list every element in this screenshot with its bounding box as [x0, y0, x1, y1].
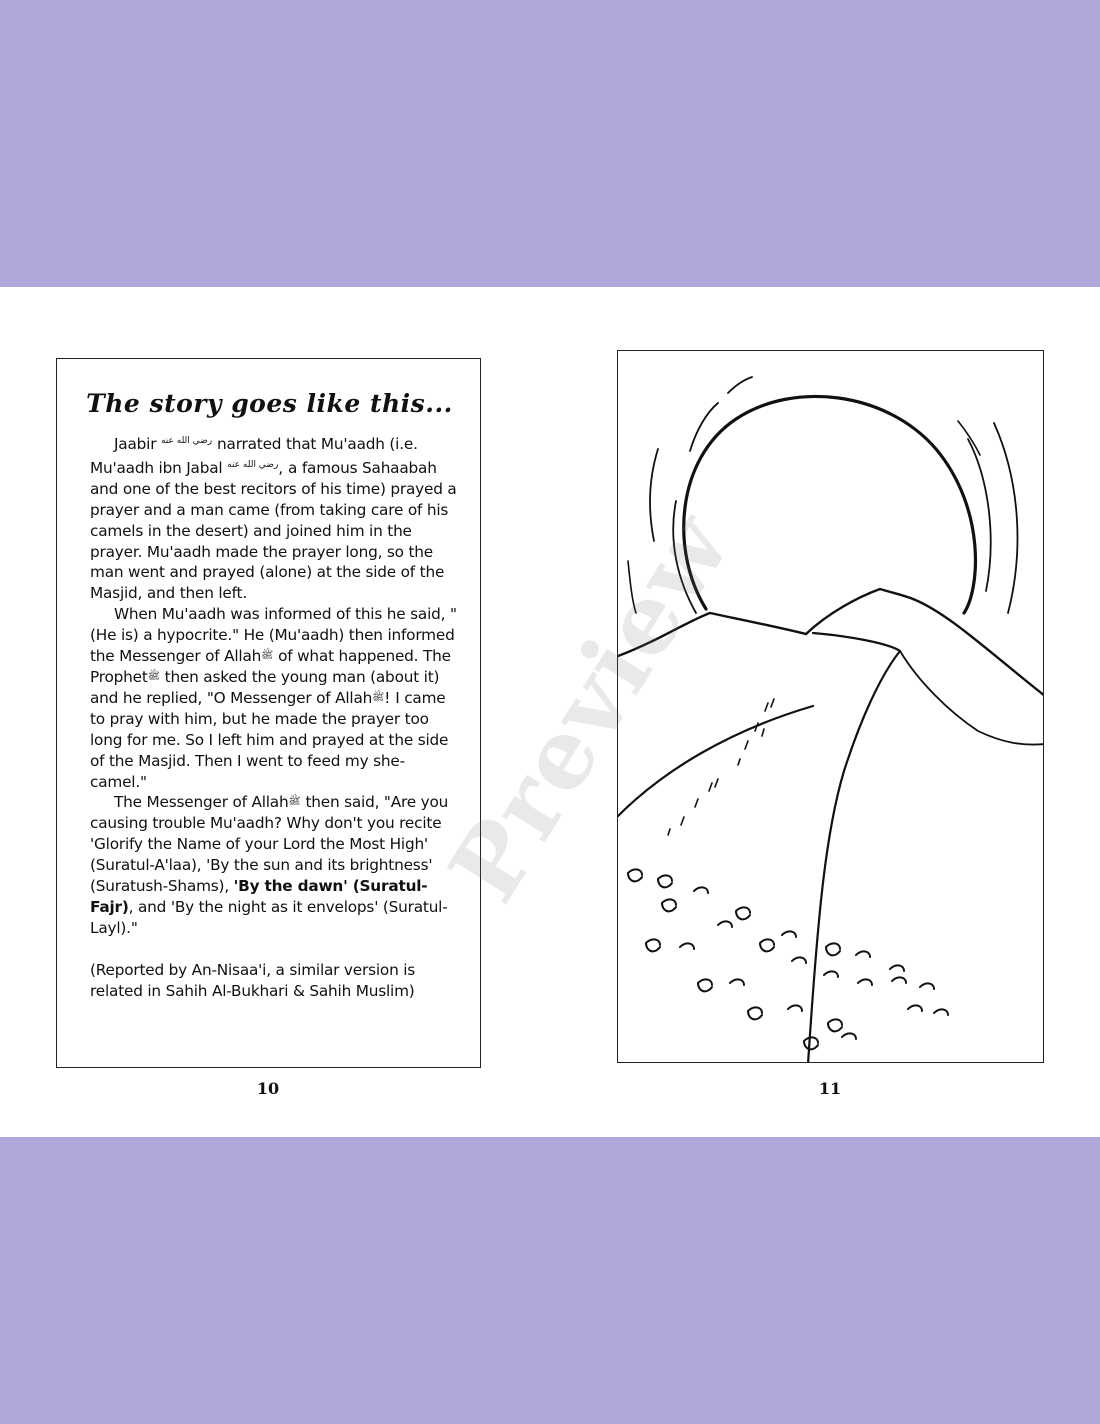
- hadith-reference: (Reported by An-Nisaa'i, a similar version is related in Sahih Al-Bukhari & Sahih Muslim): [90, 960, 416, 1000]
- text-run: When Mu'aadh was informed of this he said, "(He is) a hypocrite." He (Mu'aadh) then informed the Messenger of Allah: [90, 605, 457, 666]
- text-run: Jaabir: [114, 435, 157, 453]
- honorific-prophet-glyph: ﷺ: [147, 670, 160, 682]
- story-paragraph-3: [90, 792, 458, 938]
- left-dune: [618, 613, 806, 656]
- dune-crest: [808, 633, 900, 1063]
- sun-stroke: [728, 377, 752, 393]
- honorific-prophet-glyph: ﷺ: [288, 796, 301, 808]
- honorific-prophet-glyph: ﷺ: [372, 691, 385, 703]
- story-page: [56, 358, 481, 1068]
- top-color-band: [0, 0, 1100, 287]
- sun-stroke: [994, 423, 1017, 613]
- text-run: The Messenger of Allah: [114, 793, 289, 812]
- text-run: then asked the young man (about it) and he replied, "O Messenger of Allah: [90, 667, 440, 707]
- honorific-prophet-glyph: ﷺ: [261, 650, 274, 662]
- desert-sun-illustration: [618, 351, 1044, 1063]
- dune-shadow: [900, 651, 1044, 745]
- story-text: [90, 431, 458, 1001]
- lower-left-dune: [618, 706, 813, 816]
- page-number-left: 10: [256, 1079, 280, 1098]
- footprints: [628, 869, 948, 1049]
- sun-stroke: [628, 561, 636, 613]
- story-paragraph-2: [90, 604, 458, 792]
- sun-stroke: [958, 421, 980, 455]
- ridge: [806, 589, 913, 634]
- right-dune: [913, 599, 1044, 696]
- bottom-color-band: [0, 1137, 1100, 1424]
- sun-stroke: [650, 449, 658, 541]
- honorific-companion-glyph: رضي الله عنه: [227, 459, 279, 470]
- text-run: ! I came to pray with him, but he made the prayer too long for me. So I left him and prayed at the side of the Masjid. Then I went to feed my she-camel.": [90, 688, 449, 791]
- text-run: , a famous Sahaabah and one of the best recitors of his time) prayed a prayer and a man came (from taking care of his camels in the desert) and joined him in the prayer. Mu'aadh made the prayer long, so the man went and prayed (alone) at the side of the Masjid, and then left.: [90, 458, 457, 603]
- sun: [684, 396, 976, 613]
- honorific-companion-glyph: رضي الله عنه: [160, 436, 213, 446]
- story-paragraph-1: [90, 431, 458, 604]
- bold-surah-title: 'By the dawn' (Suratul-Fajr): [90, 877, 428, 916]
- text-run: of what happened. The Prophet: [90, 647, 451, 686]
- preview-watermark: Preview: [427, 492, 753, 921]
- sun-stroke: [968, 439, 991, 591]
- sand-texture: [668, 699, 774, 835]
- sun-stroke: [690, 403, 718, 451]
- text-run: , and 'By the night as it envelops' (Suratul-Layl).": [90, 897, 448, 937]
- page-number-right: 11: [818, 1079, 842, 1098]
- text-run: then said, "Are you causing trouble Mu'aadh? Why don't you recite 'Glorify the Name of your Lord the Most High' (Suratul-A'laa), 'By the sun and its brightness' (Suratush-Shams),: [90, 793, 449, 896]
- story-title: The story goes like this...: [86, 389, 453, 418]
- illustration-page: [617, 350, 1044, 1063]
- text-run: narrated that Mu'aadh (i.e. Mu'aadh ibn Jabal: [90, 435, 418, 477]
